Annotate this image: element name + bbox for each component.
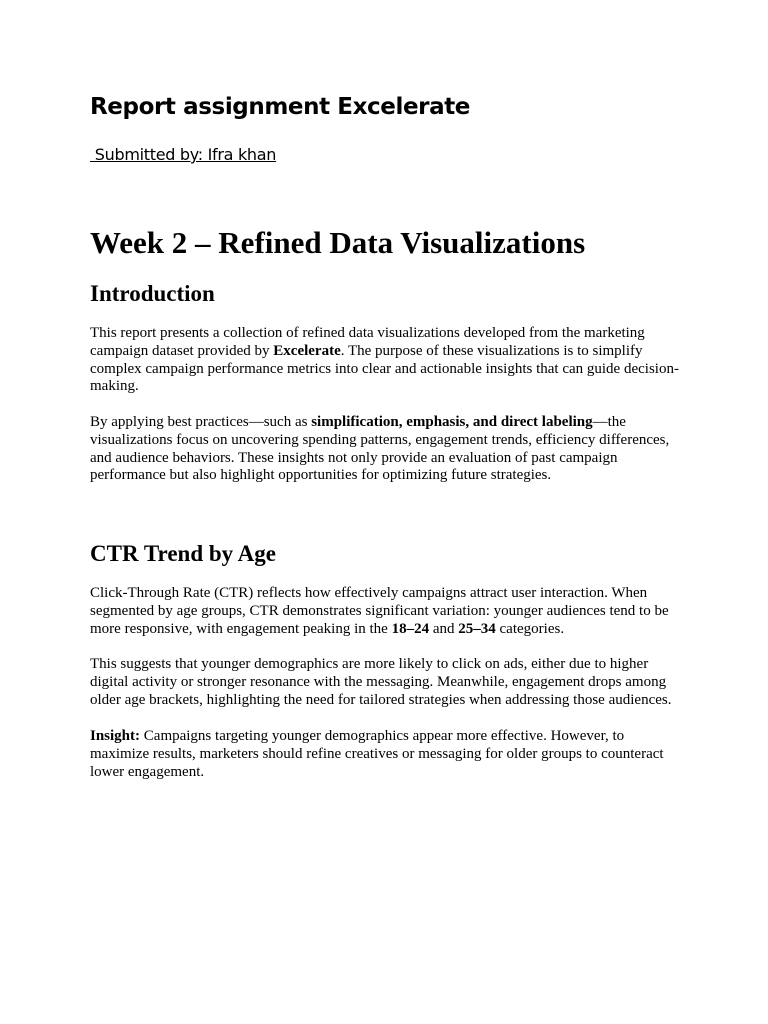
- insight-text: Campaigns targeting younger demographics appear more effective. However, to maximize results, marketers should refine creatives or messaging for older groups to counteract lower engagement.: [90, 728, 664, 780]
- intro-p2-text-2: —the visualizations focus on uncovering spending patterns, engagement trends, efficiency differences, and audience behaviors. These insights not only provide an evaluation of past campaign performance but also highlight opportunities for optimizing future strategies.: [90, 414, 670, 484]
- insight-label: Insight:: [90, 728, 141, 744]
- intro-p2-text-1: By applying best practices—such as: [90, 414, 312, 430]
- ctr-p1-text-3: categories.: [495, 620, 565, 637]
- ctr-p1-text-2: and: [429, 620, 459, 637]
- ctr-heading: CTR Trend by Age: [90, 541, 276, 566]
- ctr-paragraph-2: This suggests that younger demographics are more likely to click on ads, either due to higher digital activity or stronger resonance with the messaging. Meanwhile, engagement drops among older age brackets, highlighting the need for tailored strategies when addressing those audiences.: [90, 656, 672, 708]
- report-title: Report assignment Excelerate: [90, 94, 471, 120]
- ctr-p1-bold-2: 25–34: [458, 620, 496, 637]
- ctr-paragraph-1: [90, 585, 680, 638]
- intro-p2-bold-1: simplification, emphasis, and direct labeling: [311, 414, 593, 430]
- introduction-heading: Introduction: [90, 281, 215, 306]
- intro-p1-text-2: . The purpose of these visualizations is to simplify complex campaign performance metrics into clear and actionable insights that can guide decision-making.: [90, 342, 679, 395]
- intro-paragraph-1: [90, 325, 680, 396]
- ctr-insight-paragraph: [90, 728, 680, 781]
- ctr-p1-bold-1: 18–24: [391, 620, 430, 637]
- intro-p1-text-1: This report presents a collection of refined data visualizations developed from the marketing campaign dataset provided by: [90, 325, 645, 359]
- ctr-p1-text-1: Click-Through Rate (CTR) reflects how effectively campaigns attract user interaction. When segmented by age groups, CTR demonstrates significant variation: younger audiences tend to be more responsive, with engagement peaking in the: [90, 585, 669, 637]
- submitted-by: Submitted by: Ifra khan: [90, 145, 277, 164]
- intro-p1-bold-1: Excelerate: [273, 342, 341, 359]
- week-title: Week 2 – Refined Data Visualizations: [90, 225, 586, 260]
- intro-paragraph-2: [90, 414, 680, 485]
